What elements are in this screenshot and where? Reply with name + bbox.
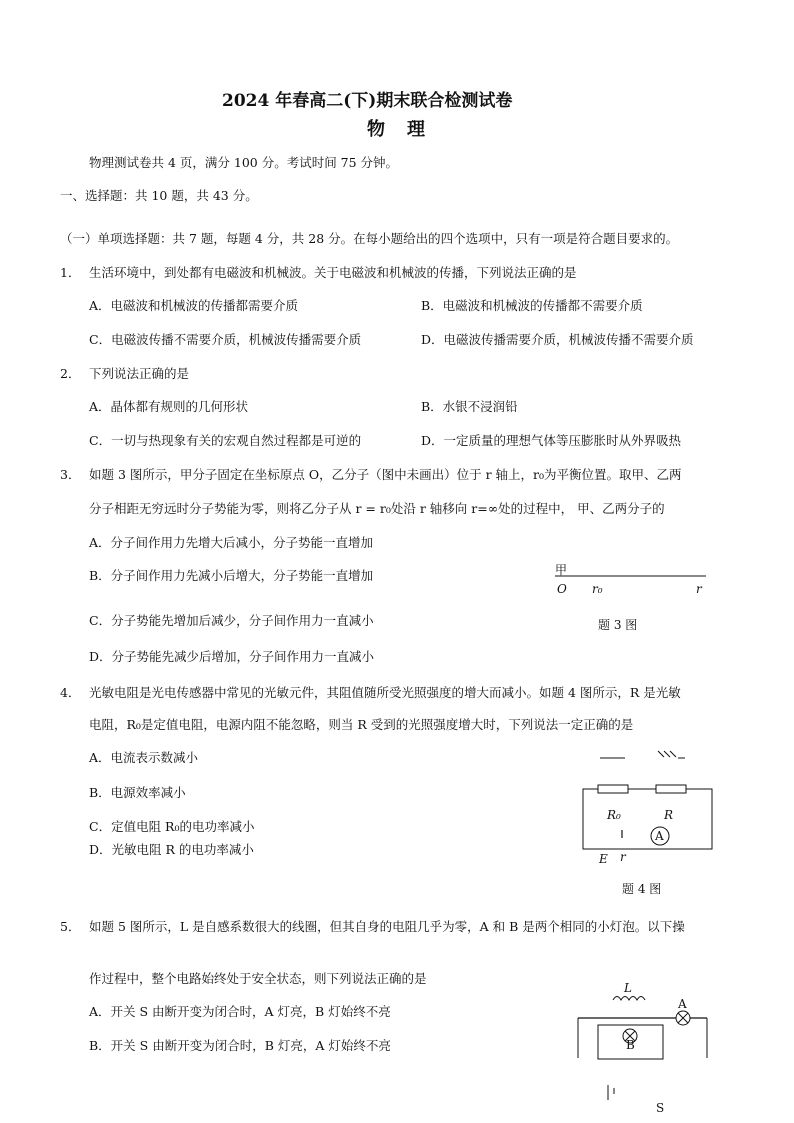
figure-3-diagram — [550, 560, 720, 600]
option-b: B．电磁波和机械波的传播都不需要介质 — [421, 298, 643, 313]
question-stem-line1: 如题 5 图所示，L 是自感系数很大的线圈，但其自身的电阻几乎为零，A 和 B 是两个相同的小灯泡。以下操 — [89, 919, 685, 934]
ammeter-label: A — [655, 829, 664, 843]
light-rays-icon — [658, 751, 685, 758]
option-b: B．电源效率减小 — [89, 785, 186, 800]
label-r0: R₀ — [607, 808, 621, 822]
question-stem-line2: 作过程中，整个电路始终处于安全状态，则下列说法正确的是 — [89, 971, 427, 986]
label-origin: O — [557, 582, 567, 596]
option-b: B．开关 S 由断开变为闭合时，B 灯亮，A 灯始终不亮 — [89, 1038, 391, 1053]
intro-text: 物理测试卷共 4 页，满分 100 分。考试时间 75 分钟。 — [89, 155, 399, 170]
figure-5-circuit — [575, 978, 715, 1118]
question-stem-line2: 分子相距无穷远时分子势能为零，则将乙分子从 r = r₀处沿 r 轴移向 r=∞处的过程中， 甲、乙两分子的 — [89, 501, 665, 516]
question-stem: 下列说法正确的是 — [89, 366, 190, 381]
question-stem-line1: 光敏电阻是光电传感器中常见的光敏元件，其阻值随所受光照强度的增大而减小。如题 4 图所示，R 是光敏 — [89, 685, 681, 700]
label-r0: r₀ — [592, 582, 603, 596]
option-c: C．分子势能先增加后减少，分子间作用力一直减小 — [89, 613, 374, 628]
question-number: 5． — [60, 919, 81, 934]
inductor-coil-icon — [613, 997, 645, 1001]
label-internal-r: r — [620, 850, 626, 864]
label-bulb-a: A — [678, 997, 687, 1011]
circuit-frame — [583, 789, 712, 849]
option-b: B．分子间作用力先减小后增大，分子势能一直增加 — [89, 568, 374, 583]
figure-4-caption: 题 4 图 — [622, 882, 662, 896]
figure-4-circuit — [578, 748, 718, 873]
label-inductor: L — [624, 981, 632, 995]
question-stem-line2: 电阻，R₀是定值电阻，电源内阻不能忽略，则当 R 受到的光照强度增大时，下列说法一定正确的是 — [89, 717, 634, 732]
label-bulb-b: B — [626, 1038, 635, 1052]
photoresistor-r — [656, 785, 686, 793]
resistor-r0 — [598, 785, 628, 793]
option-c: C．定值电阻 R₀的电功率减小 — [89, 819, 255, 834]
option-b: B．水银不浸润铅 — [421, 399, 518, 414]
label-jia: 甲 — [555, 563, 568, 577]
option-d: D．光敏电阻 R 的电功率减小 — [89, 842, 254, 857]
option-c: C．一切与热现象有关的宏观自然过程都是可逆的 — [89, 433, 362, 448]
question-number: 1． — [60, 265, 81, 280]
option-d: D．一定质量的理想气体等压膨胀时从外界吸热 — [421, 433, 682, 448]
label-switch: S — [656, 1101, 665, 1115]
option-a: A．电流表示数减小 — [89, 750, 199, 765]
exam-title: 2024 年春高二(下)期末联合检测试卷 — [222, 91, 513, 111]
option-a: A．电磁波和机械波的传播都需要介质 — [89, 298, 299, 313]
option-a: A．开关 S 由断开变为闭合时，A 灯亮，B 灯始终不亮 — [89, 1004, 391, 1019]
question-number: 4． — [60, 685, 81, 700]
label-r: r — [696, 582, 702, 596]
figure-3-caption: 题 3 图 — [598, 618, 638, 632]
question-stem: 生活环境中，到处都有电磁波和机械波。关于电磁波和机械波的传播，下列说法正确的是 — [89, 265, 577, 280]
label-emf: E — [599, 852, 608, 866]
option-c: C．电磁波传播不需要介质，机械波传播需要介质 — [89, 332, 362, 347]
option-d: D．电磁波传播需要介质，机械波传播不需要介质 — [421, 332, 694, 347]
option-a: A．分子间作用力先增大后减小，分子势能一直增加 — [89, 535, 374, 550]
option-a: A．晶体都有规则的几何形状 — [89, 399, 249, 414]
section-subheading: （一）单项选择题：共 7 题，每题 4 分，共 28 分。在每小题给出的四个选项中，只有一项是符合题目要求的。 — [60, 231, 679, 246]
question-number: 2． — [60, 366, 81, 381]
section-heading: 一、选择题：共 10 题，共 43 分。 — [60, 188, 258, 203]
option-d: D．分子势能先减少后增加，分子间作用力一直减小 — [89, 649, 375, 664]
question-stem-line1: 如题 3 图所示，甲分子固定在坐标原点 O，乙分子（图中未画出）位于 r 轴上，r₀为平衡位置。取甲、乙两 — [89, 467, 682, 482]
subject-title: 物 理 — [367, 119, 427, 140]
question-number: 3． — [60, 467, 81, 482]
label-r: R — [664, 808, 674, 822]
